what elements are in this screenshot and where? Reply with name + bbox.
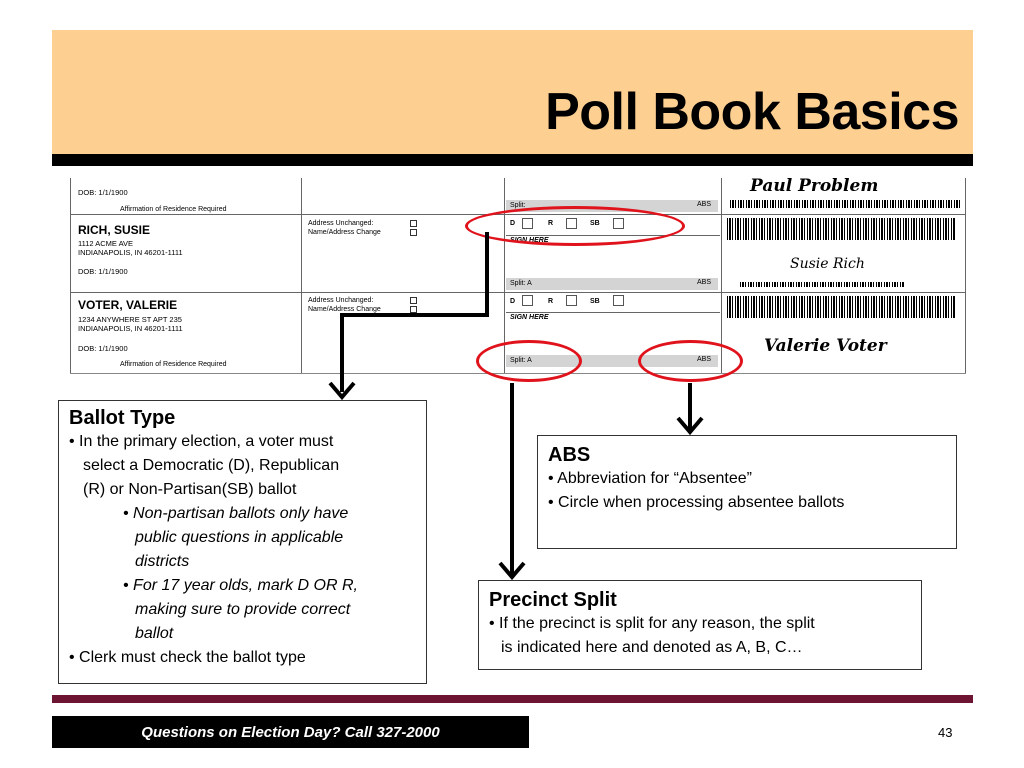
footer-rule bbox=[52, 695, 973, 703]
signature: Susie Rich bbox=[790, 256, 865, 272]
sign-here-label: SIGN HERE bbox=[510, 314, 549, 321]
voter-name: RICH, SUSIE bbox=[78, 223, 151, 237]
split-label: Split: A bbox=[510, 357, 532, 364]
bullet-text: is indicated here and denoted as A, B, C… bbox=[501, 639, 803, 656]
affirmation-text: Affirmation of Residence Required bbox=[120, 361, 227, 368]
abs-label: ABS bbox=[697, 356, 712, 363]
precinct-split-heading: Precinct Split bbox=[489, 589, 617, 611]
sub-bullet-text: public questions in applicable bbox=[135, 529, 344, 546]
dob: DOB: 1/1/1900 bbox=[78, 267, 128, 276]
sub-bullet-text: making sure to provide correct bbox=[135, 601, 351, 618]
bullet-text: (R) or Non-Partisan(SB) ballot bbox=[83, 481, 297, 498]
name-change-label: Name/Address Change bbox=[308, 229, 381, 236]
signature: Paul Problem bbox=[750, 176, 879, 196]
split-label: Split: bbox=[510, 202, 526, 209]
sub-bullet-text: • Non-partisan ballots only have bbox=[123, 505, 349, 522]
ballot-type-heading: Ballot Type bbox=[69, 407, 176, 429]
voter-address-line2: INDIANAPOLIS, IN 46201-1111 bbox=[78, 248, 183, 257]
ballot-type-box bbox=[58, 400, 427, 684]
voter-address-line1: 1112 ACME AVE bbox=[78, 239, 134, 248]
footer-bar bbox=[52, 716, 529, 748]
bullet-text: select a Democratic (D), Republican bbox=[83, 457, 340, 474]
abs-heading: ABS bbox=[548, 444, 591, 466]
party-r-label: R bbox=[548, 220, 554, 227]
precinct-split-box bbox=[478, 580, 922, 670]
sub-bullet-text: districts bbox=[135, 553, 190, 570]
party-sb-label: SB bbox=[590, 298, 600, 305]
bullet-text: • Clerk must check the ballot type bbox=[69, 649, 306, 666]
address-unchanged-label: Address Unchanged: bbox=[308, 220, 374, 227]
bullet-text: • Abbreviation for “Absentee” bbox=[548, 470, 752, 487]
ballot-type-connector bbox=[342, 232, 487, 392]
voter-name: VOTER, VALERIE bbox=[78, 298, 178, 312]
dob: DOB: 1/1/1900 bbox=[78, 344, 128, 353]
abs-box bbox=[537, 435, 957, 549]
split-label: Split: A bbox=[510, 280, 532, 287]
abs-label: ABS bbox=[697, 201, 712, 208]
address-unchanged-label: Address Unchanged: bbox=[308, 297, 374, 304]
slide-title: Poll Book Basics bbox=[545, 83, 959, 141]
footer-text: Questions on Election Day? Call 327-2000 bbox=[141, 723, 440, 741]
page-number: 43 bbox=[938, 725, 953, 740]
bullet-text: • Circle when processing absentee ballots bbox=[548, 494, 845, 511]
signature: Valerie Voter bbox=[764, 336, 887, 356]
dob: DOB: 1/1/1900 bbox=[78, 188, 128, 197]
name-change-label: Name/Address Change bbox=[308, 306, 381, 313]
voter-address-line2: INDIANAPOLIS, IN 46201-1111 bbox=[78, 324, 183, 333]
bullet-text: • If the precinct is split for any reason, the split bbox=[489, 615, 815, 632]
sub-bullet-text: ballot bbox=[135, 625, 174, 642]
voter-address-line1: 1234 ANYWHERE ST APT 235 bbox=[78, 315, 182, 324]
party-d-label: D bbox=[510, 298, 516, 305]
party-r-label: R bbox=[548, 298, 554, 305]
sign-here-label: SIGN HERE bbox=[510, 237, 549, 244]
bullet-text: • In the primary election, a voter must bbox=[69, 433, 334, 450]
party-sb-label: SB bbox=[590, 220, 600, 227]
abs-label: ABS bbox=[697, 279, 712, 286]
affirmation-text: Affirmation of Residence Required bbox=[120, 206, 227, 213]
party-d-label: D bbox=[510, 220, 516, 227]
sub-bullet-text: • For 17 year olds, mark D OR R, bbox=[123, 577, 358, 594]
